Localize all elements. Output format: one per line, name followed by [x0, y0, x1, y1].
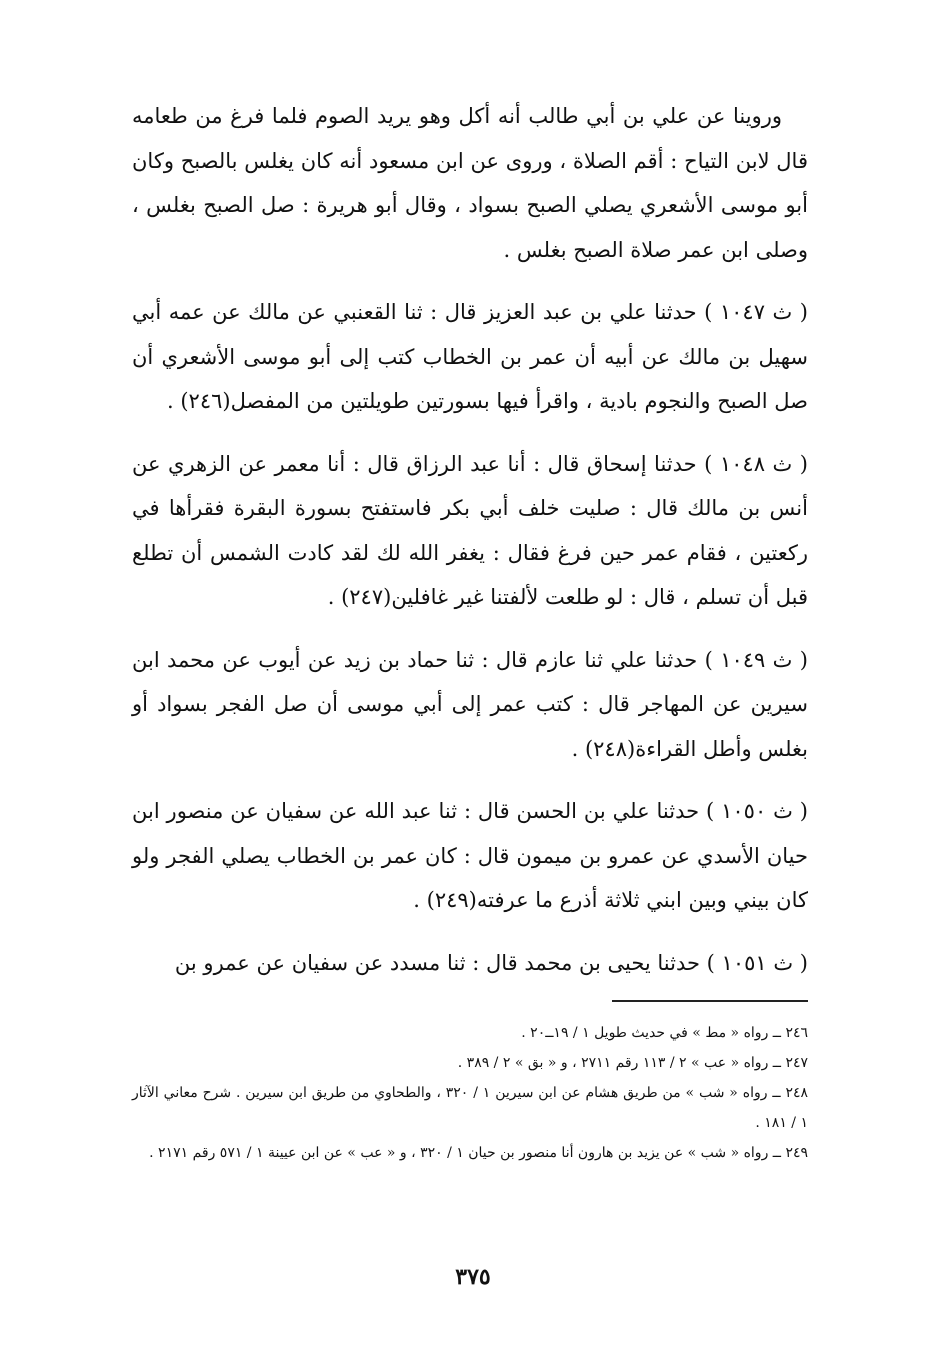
footnote-divider [612, 1000, 808, 1002]
paragraph-1047: ( ث ١٠٤٧ ) حدثنا علي بن عبد العزيز قال : ثنا القعنبي عن مالك عن عمه أبي سهيل بن مالك عن أبيه أن عمر بن الخطاب كتب إلى أبو موسى الأشعري أن صل الصبح والنجوم بادية ، واقرأ فيها بسورتين طويلتين من المفصل(٢٤٦) . [132, 300, 808, 413]
paragraph-intro: وروينا عن علي بن أبي طالب أنه أكل وهو يريد الصوم فلما فرغ من طعامه قال لابن التياح : أقم الصلاة ، وروى عن ابن مسعود أنه كان يغلس بالصبح وكان أبو موسى الأشعري يصلي الصبح بسواد ، وقال أبو هريرة : صل الصبح بغلس ، وصلى ابن عمر صلاة الصبح بغلس . [132, 104, 808, 262]
page-number: ٣٧٥ [455, 1264, 491, 1290]
paragraph-1051: ( ث ١٠٥١ ) حدثنا يحيى بن محمد قال : ثنا مسدد عن سفيان عن عمرو بن [174, 950, 808, 975]
footnote-246: ٢٤٦ ــ رواه « مط » في حديث طويل ١ / ١٩ــ٢٠ . [521, 1025, 808, 1041]
footnote-249: ٢٤٩ ــ رواه « شب » عن يزيد بن هارون أنا منصور بن حيان ١ / ٣٢٠ ، و « عب » عن ابن عيينة ١ / ٥٧١ رقم ٢١٧١ . [149, 1145, 808, 1161]
paragraph-1050: ( ث ١٠٥٠ ) حدثنا علي بن الحسن قال : ثنا عبد الله عن سفيان عن منصور ابن حيان الأسدي عن عمرو بن ميمون قال : كان عمر بن الخطاب يصلي الفجر ولو كان بيني وبين ابني ثلاثة أذرع ما عرفته(٢٤٩) . [132, 799, 808, 912]
main-text [132, 94, 808, 1003]
paragraph-1049: ( ث ١٠٤٩ ) حدثنا علي ثنا عازم قال : ثنا حماد بن زيد عن أيوب عن محمد ابن سيرين عن المهاجر قال : كتب عمر إلى أبي موسى أن صل الفجر بسواد أو بغلس وأطل القراءة(٢٤٨) . [132, 647, 808, 761]
footnote-247: ٢٤٧ ــ رواه « عب » ٢ / ١١٣ رقم ٢٧١١ ، و « بق » ٢ / ٣٨٩ . [457, 1055, 808, 1071]
paragraph-1048: ( ث ١٠٤٨ ) حدثنا إسحاق قال : أنا عبد الرزاق قال : أنا معمر عن الزهري عن أنس بن مالك قال : صليت خلف أبي بكر فاستفتح بسورة البقرة فقرأها في ركعتين ، فقام عمر حين فرغ فقال : يغفر الله لك لقد كادت الشمس أن تطلع قبل أن تسلم ، قال : لو طلعت لألفتنا غير غافلين(٢٤٧) . [132, 451, 808, 609]
footnotes [132, 1018, 808, 1168]
footnote-248: ٢٤٨ ــ رواه « شب » من طريق هشام عن ابن سيرين ١ / ٣٢٠ ، والطحاوي من طريق ابن سيرين . شرح معاني الآثار ١ / ١٨١ . [132, 1085, 808, 1131]
